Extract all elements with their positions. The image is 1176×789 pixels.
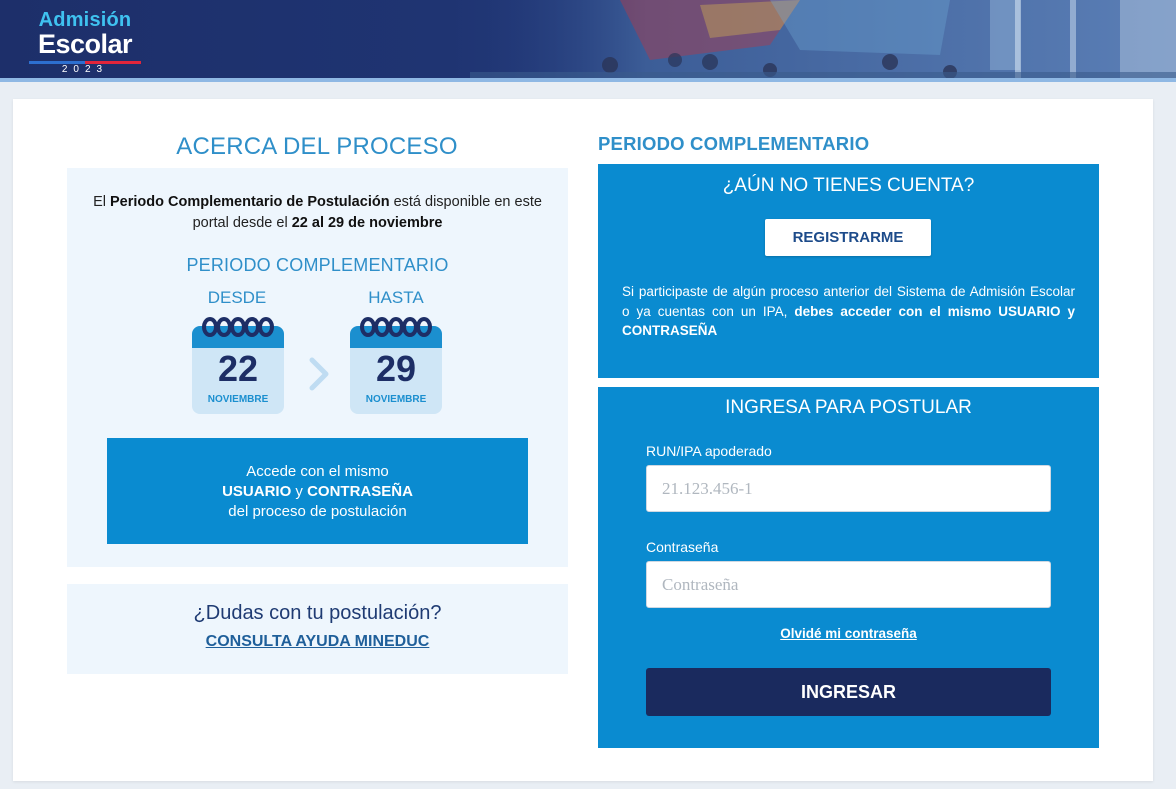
help-title: ¿Dudas con tu postulación? [193, 602, 442, 624]
site-header [0, 0, 1176, 80]
password-field-label: Contraseña [646, 539, 719, 555]
admision-escolar-logo[interactable] [29, 9, 141, 75]
header-photo-graphic [470, 0, 1176, 80]
calendar-to-day: 29 [375, 348, 417, 389]
main-card [13, 99, 1153, 781]
about-process-title: ACERCA DEL PROCESO [176, 133, 458, 160]
calendar-rings-icon [360, 314, 432, 338]
period-complementario-label: PERIODO COMPLEMENTARIO [186, 255, 449, 275]
header-accent-strip [0, 78, 1176, 82]
calendar-to-icon [350, 314, 442, 414]
same-credentials-user: USUARIO [222, 483, 292, 500]
same-credentials-and: y [291, 483, 308, 500]
calendar-to-month: NOVIEMBRE [365, 394, 427, 405]
login-panel [598, 387, 1099, 748]
about-text-middle: está disponible en este portal desde el [192, 194, 542, 231]
about-process-panel [67, 168, 568, 567]
same-credentials-password: CONTRASEÑA [307, 483, 413, 500]
chevron-right-icon [307, 356, 331, 392]
about-text-dates: 22 al 29 de noviembre [291, 215, 443, 231]
run-input[interactable] [646, 465, 1051, 512]
calendar-from-day: 22 [217, 348, 259, 389]
no-account-title: ¿AÚN NO TIENES CUENTA? [722, 175, 975, 196]
forgot-password-link[interactable]: Olvidé mi contraseña [780, 626, 917, 641]
same-credentials-line1: Accede con el mismo [246, 463, 389, 480]
same-credentials-notice [107, 438, 528, 544]
password-input[interactable] [646, 561, 1051, 608]
calendar-from-icon [192, 314, 284, 414]
about-process-text [87, 192, 548, 234]
run-field-label: RUN/IPA apoderado [646, 443, 772, 459]
help-panel [67, 584, 568, 674]
same-credentials-line2 [107, 482, 528, 502]
same-credentials-text [107, 462, 528, 522]
to-label: HASTA [368, 288, 424, 307]
about-text-period-name: Periodo Complementario de Postulación [109, 194, 390, 210]
calendar-from-month: NOVIEMBRE [207, 394, 269, 405]
from-label: DESDE [207, 288, 267, 307]
about-text-prefix: El [93, 194, 110, 210]
header-photo [470, 0, 1176, 80]
mineduc-help-link[interactable]: CONSULTA AYUDA MINEDUC [205, 633, 430, 650]
calendar-rings-icon [202, 314, 274, 338]
same-credentials-line3: del proceso de postulación [228, 503, 407, 520]
logo-line-admision: Admisión [38, 9, 132, 31]
logo-year: 2023 [61, 64, 109, 75]
register-button[interactable]: REGISTRARME [765, 219, 931, 256]
no-account-text-bold: debes acceder con el mismo USUARIO y CONTRASEÑA [622, 303, 1075, 338]
logo-line-escolar: Escolar [37, 29, 133, 59]
no-account-text-body: Si participaste de algún proceso anterior del Sistema de Admisión Escolar o ya cuentas con un IPA, [622, 284, 1075, 319]
no-account-panel [598, 164, 1099, 378]
no-account-text [622, 282, 1075, 341]
login-title: INGRESA PARA POSTULAR [725, 397, 972, 418]
login-button[interactable]: INGRESAR [646, 668, 1051, 716]
right-section-title: PERIODO COMPLEMENTARIO [598, 133, 870, 154]
